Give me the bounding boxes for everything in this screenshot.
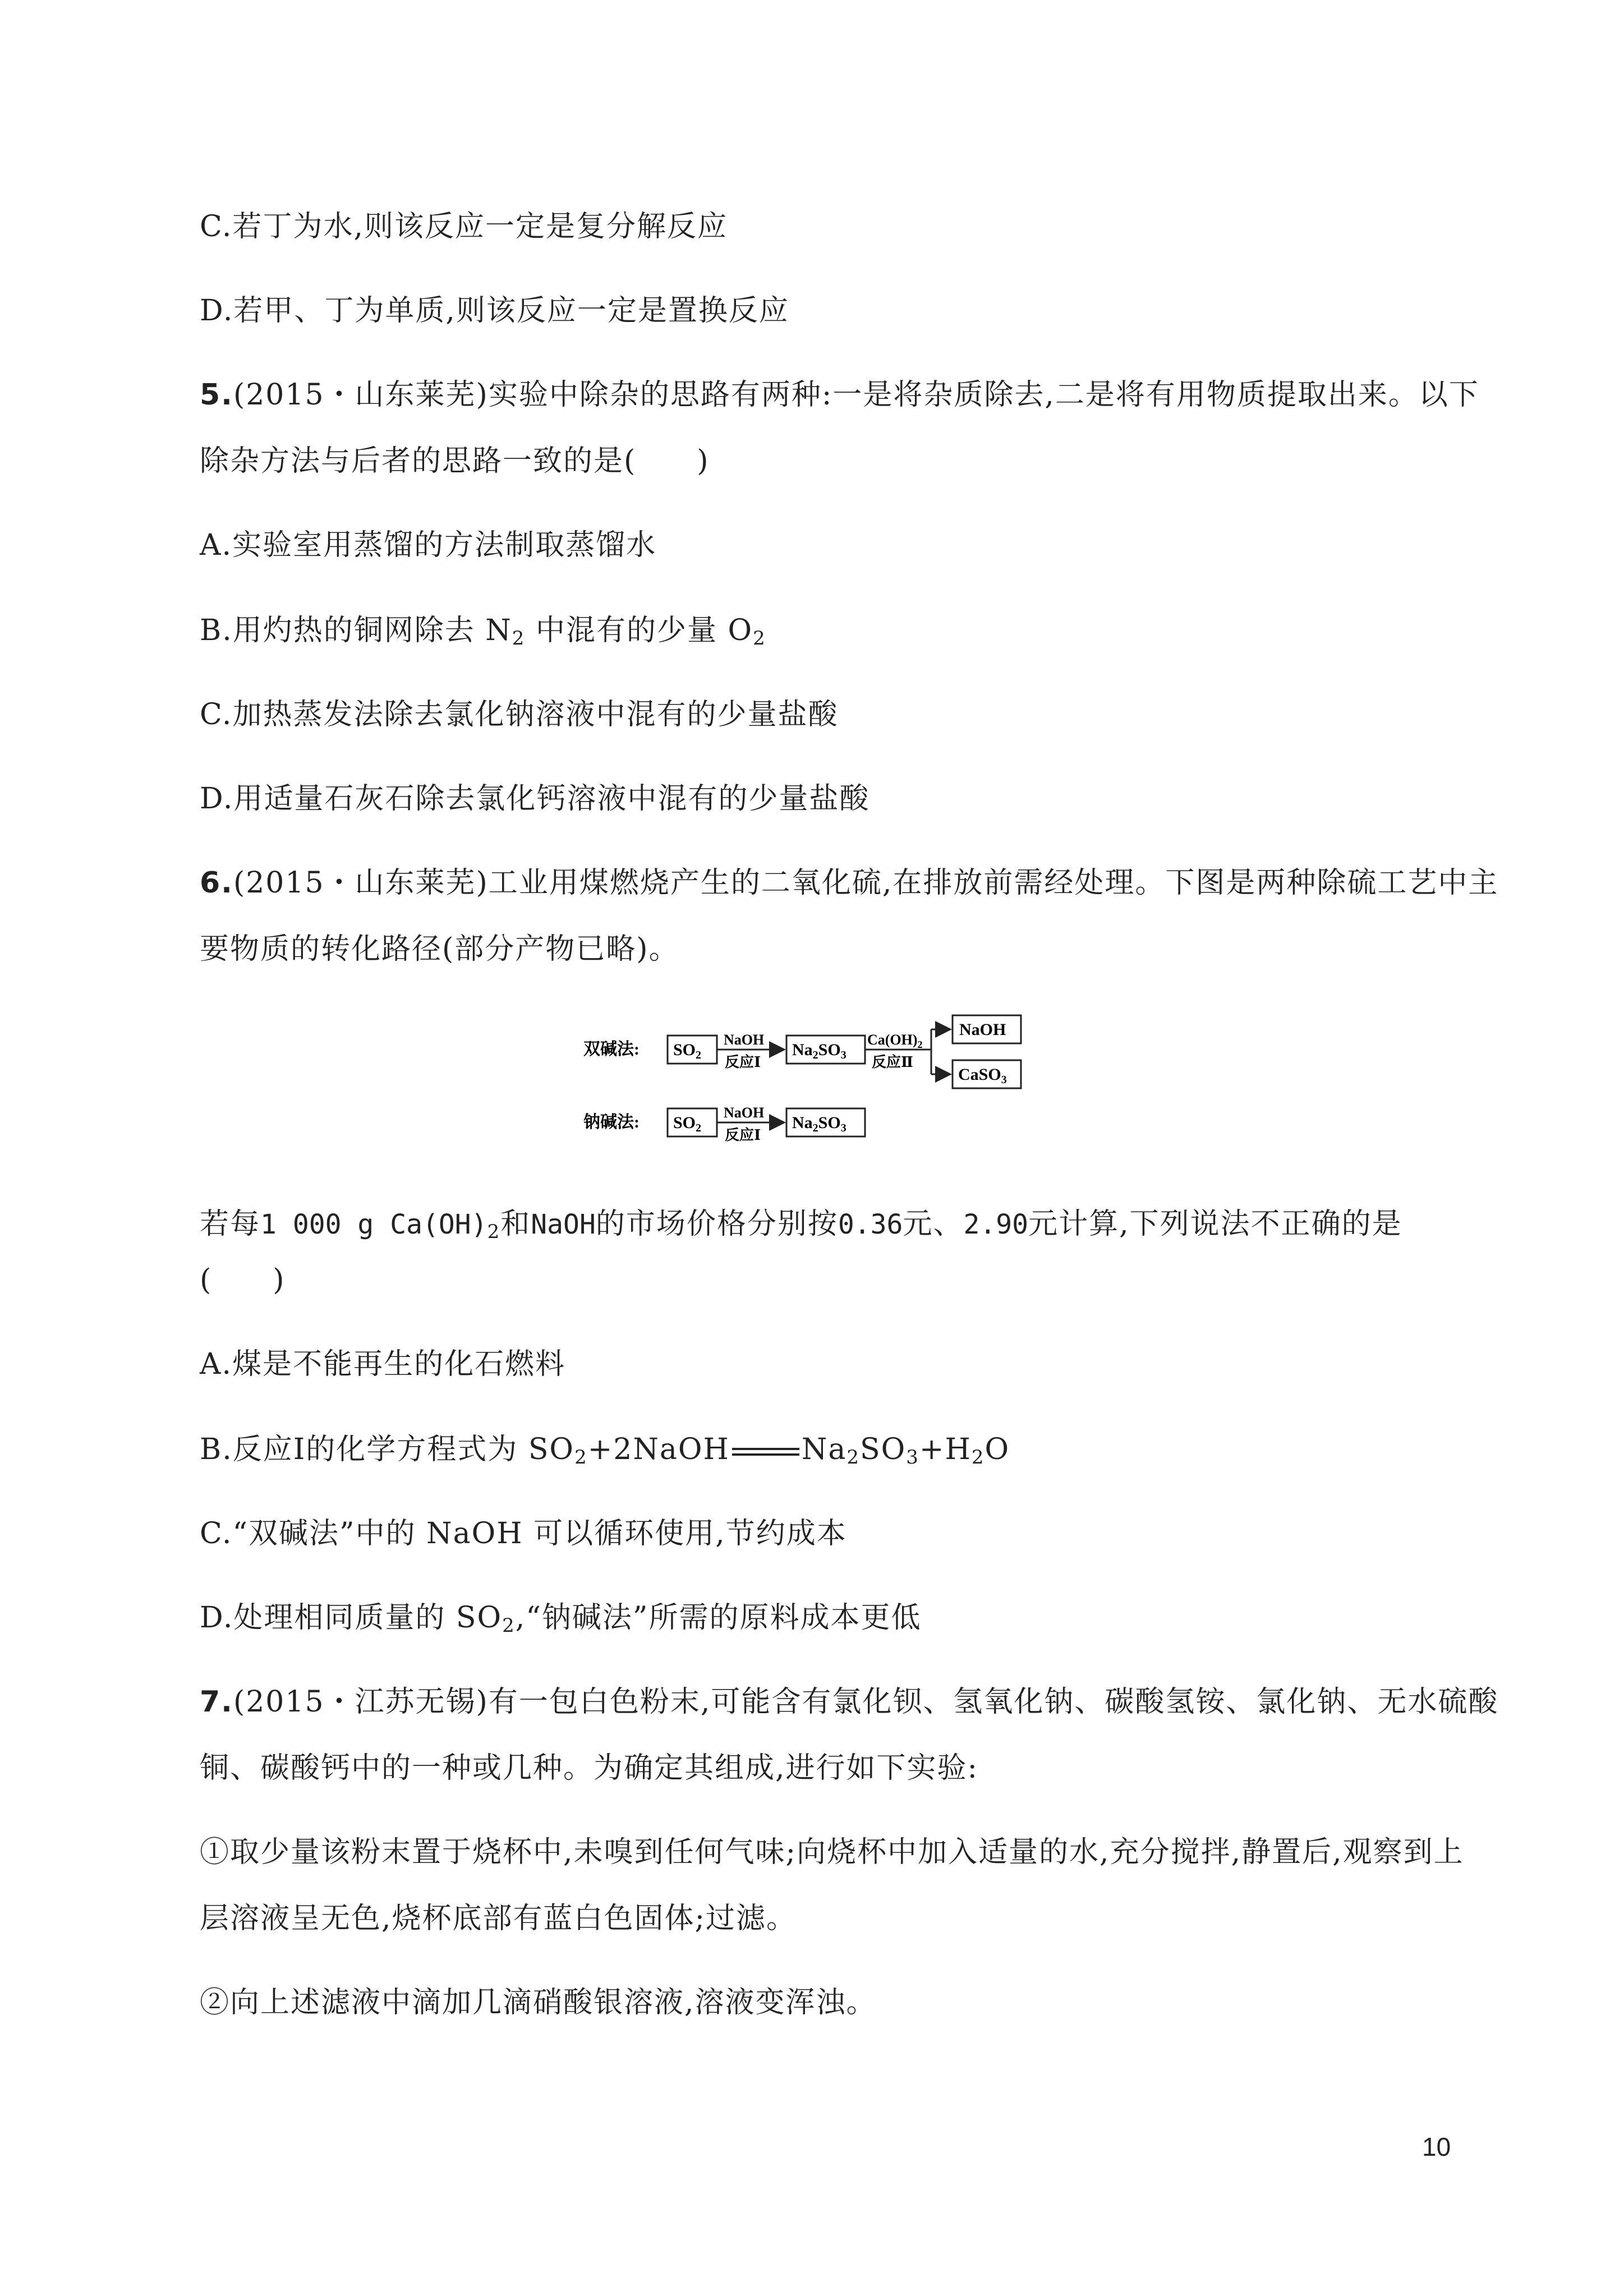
question-6-stem-line2: 要物质的转化路径(部分产物已略)。 (200, 932, 679, 966)
question-6-price-line: 若每1 000 g $Ca(OH)_2$和NaOH的市场价格分别按0.36元、2.90元计算,下列说法不正确的是 (200, 1207, 1402, 1243)
question-5-option-c: C.加热蒸发法除去氯化钠溶液中混有的少量盐酸 (200, 698, 839, 731)
naoh-reagent-label: NaOH (724, 1032, 765, 1048)
question-number: 5. (200, 378, 233, 412)
question-6-option-c: C.“双碱法”中的 NaOH 可以循环使用,节约成本 (200, 1517, 847, 1550)
question-5-option-a: A.实验室用蒸馏的方法制取蒸馏水 (200, 528, 657, 562)
svg-text:NaOH: NaOH (724, 1105, 765, 1121)
option-d-previous: D.若甲、丁为单质,则该反应一定是置换反应 (200, 294, 789, 328)
question-7-step-2: ②向上述滤液中滴加几滴硝酸银溶液,溶液变浑浊。 (200, 1986, 877, 2019)
question-6-answer-paren: ( ) (200, 1263, 286, 1297)
reaction-2-label: 反应Ⅱ (872, 1054, 913, 1070)
question-6-option-d: D.处理相同质量的 $SO_2,“$钠碱法”所需的原料成本更低 (200, 1601, 922, 1637)
equals-sign (732, 1448, 799, 1456)
double-alkali-label: 双碱法: (583, 1040, 640, 1059)
reaction-1-label: 反应Ⅰ (725, 1054, 761, 1070)
svg-text:Na2SO3: $Na_2SO_3$ (792, 1114, 846, 1134)
question-6-option-a: A.煤是不能再生的化石燃料 (200, 1347, 566, 1381)
question-7-stem-line1: 7.(2015・江苏无锡)有一包白色粉末,可能含有氯化钡、氢氧化钠、碳酸氢铵、氯化钠、无水硫酸 (200, 1685, 1499, 1719)
question-7-stem-line2: 铜、碳酸钙中的一种或几种。为确定其组成,进行如下实验: (200, 1751, 979, 1785)
svg-text:反应Ⅰ: 反应Ⅰ (725, 1127, 761, 1143)
svg-text:Na2SO3: $Na_2SO_3$ (792, 1041, 846, 1061)
question-5-stem-line2: 除杂方法与后者的思路一致的是( ) (200, 444, 710, 478)
question-7-step-1-line2: 层溶液呈无色,烧杯底部有蓝白色固体;过滤。 (200, 1902, 797, 1935)
svg-text:SO2: $SO_2$ (673, 1114, 702, 1134)
option-c-previous: C.若丁为水,则该反应一定是复分解反应 (200, 210, 728, 243)
svg-text:NaOH: NaOH (959, 1020, 1006, 1039)
question-6-stem-line1: 6.(2015・山东莱芜)工业用煤燃烧产生的二氧化硫,在排放前需经处理。下图是两种除硫工艺中主 (200, 866, 1499, 900)
question-number: 7. (200, 1685, 233, 1719)
sodium-alkali-label: 钠碱法: (583, 1113, 640, 1131)
question-6-option-b: B.反应Ⅰ的化学方程式为 $SO_2+2NaOH$ $Na_2SO_3+H_2O$ (200, 1433, 1010, 1469)
question-5-option-d: D.用适量石灰石除去氯化钙溶液中混有的少量盐酸 (200, 782, 870, 816)
question-number: 6. (200, 866, 233, 900)
question-5-stem-line1: 5.(2015・山东莱芜)实验中除杂的思路有两种:一是将杂质除去,二是将有用物质提取出来。以下 (200, 378, 1479, 412)
svg-text:SO2: $SO_2$ (673, 1041, 702, 1061)
svg-text:CaSO3: CaSO$_3$ (958, 1065, 1007, 1086)
caoh2-reagent-label: $Ca(OH)_2$ (867, 1032, 923, 1050)
desulfurization-process-diagram (583, 1004, 1066, 1156)
question-5-option-b: B.用灼热的铜网除去 $N_2$ 中混有的少量 $O_2$ (200, 614, 766, 650)
question-7-step-1-line1: ①取少量该粉末置于烧杯中,未嗅到任何气味;向烧杯中加入适量的水,充分搅拌,静置后,观察到上 (200, 1835, 1464, 1869)
page-number: 10 (1422, 2132, 1451, 2161)
